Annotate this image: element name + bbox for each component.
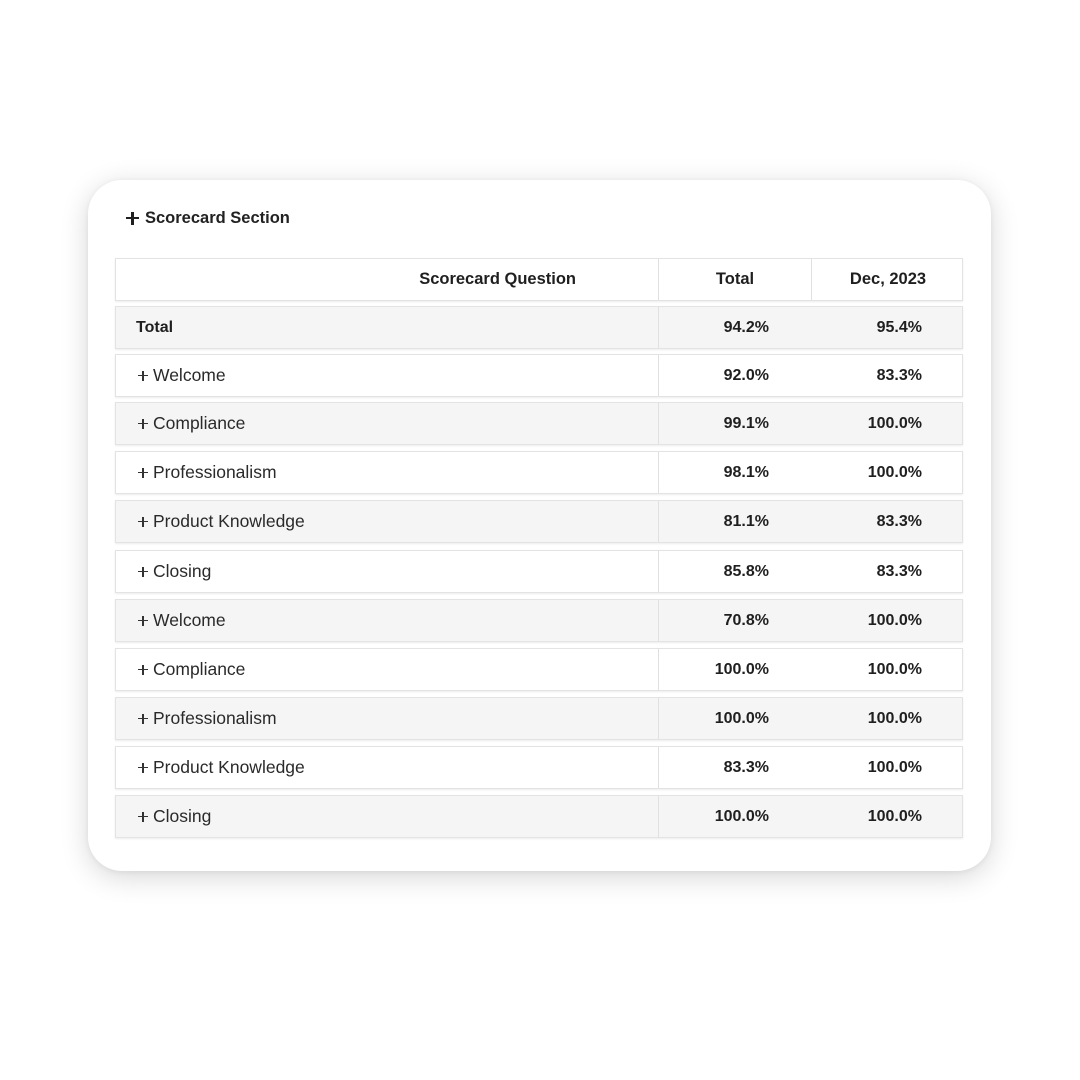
total-row-period: 95.4% [876, 318, 922, 336]
row-period: 100.0% [867, 414, 922, 432]
row-label-cell [116, 452, 659, 493]
plus-icon [126, 212, 139, 225]
plus-icon [138, 714, 148, 724]
scorecard-card [88, 180, 991, 871]
plus-icon [138, 517, 148, 527]
expand-row-toggle[interactable] [116, 806, 211, 827]
plus-icon [138, 616, 148, 626]
row-label-cell [116, 355, 659, 396]
plus-icon [138, 812, 148, 822]
plus-icon [138, 468, 148, 478]
row-label: Professionalism [153, 708, 277, 728]
row-label: Closing [153, 806, 212, 826]
row-label-cell [116, 501, 659, 542]
row-period: 100.0% [867, 709, 922, 727]
header-total[interactable]: Total [659, 259, 812, 300]
row-label: Compliance [153, 659, 246, 679]
expand-row-toggle[interactable] [116, 610, 226, 631]
expand-row-toggle[interactable] [116, 708, 277, 729]
row-label: Product Knowledge [153, 757, 305, 777]
row-label-cell [116, 649, 659, 690]
row-label: Product Knowledge [153, 511, 305, 531]
plus-icon [138, 371, 148, 381]
total-row-total: 94.2% [723, 318, 769, 336]
row-label-cell [116, 747, 659, 788]
row-total: 99.1% [723, 414, 769, 432]
expand-row-toggle[interactable] [116, 511, 305, 532]
row-total: 100.0% [714, 660, 769, 678]
table-row [115, 550, 963, 593]
section-toggle-label: Scorecard Section [145, 208, 290, 227]
table-row [115, 402, 963, 445]
expand-row-toggle[interactable] [116, 365, 226, 386]
plus-icon [138, 419, 148, 429]
total-row [115, 306, 963, 349]
row-period: 100.0% [867, 463, 922, 481]
expand-row-toggle[interactable] [116, 561, 211, 582]
add-scorecard-section-button[interactable] [126, 204, 290, 232]
row-label: Compliance [153, 413, 246, 433]
row-label-cell [116, 403, 659, 444]
expand-row-toggle[interactable] [116, 413, 245, 434]
row-label-cell [116, 796, 659, 837]
row-period: 83.3% [876, 512, 922, 530]
row-total: 92.0% [723, 366, 769, 384]
row-label-cell [116, 698, 659, 739]
row-period: 100.0% [867, 758, 922, 776]
row-label-cell [116, 600, 659, 641]
row-total: 98.1% [723, 463, 769, 481]
row-period: 100.0% [867, 660, 922, 678]
row-total: 100.0% [714, 807, 769, 825]
row-label-cell [116, 551, 659, 592]
row-period: 100.0% [867, 611, 922, 629]
table-row [115, 500, 963, 543]
row-period: 100.0% [867, 807, 922, 825]
table-header-row [115, 258, 963, 301]
row-label: Welcome [153, 365, 226, 385]
expand-row-toggle[interactable] [116, 659, 245, 680]
plus-icon [138, 763, 148, 773]
table-row [115, 648, 963, 691]
row-total: 85.8% [723, 562, 769, 580]
expand-row-toggle[interactable] [116, 757, 305, 778]
expand-row-toggle[interactable] [116, 462, 277, 483]
table-row [115, 451, 963, 494]
row-period: 83.3% [876, 562, 922, 580]
table-row [115, 795, 963, 838]
total-row-label: Total [136, 318, 174, 336]
header-question[interactable]: Scorecard Question [116, 259, 659, 300]
row-label: Welcome [153, 610, 226, 630]
row-total: 70.8% [723, 611, 769, 629]
table-row [115, 354, 963, 397]
row-label: Closing [153, 561, 212, 581]
row-total: 100.0% [714, 709, 769, 727]
header-period[interactable]: Dec, 2023 [849, 270, 927, 288]
table-row [115, 746, 963, 789]
row-label: Professionalism [153, 462, 277, 482]
plus-icon [138, 665, 148, 675]
total-row-label-cell [116, 307, 659, 348]
row-period: 83.3% [876, 366, 922, 384]
row-total: 81.1% [723, 512, 769, 530]
plus-icon [138, 567, 148, 577]
table-row [115, 599, 963, 642]
table-row [115, 697, 963, 740]
row-total: 83.3% [723, 758, 769, 776]
